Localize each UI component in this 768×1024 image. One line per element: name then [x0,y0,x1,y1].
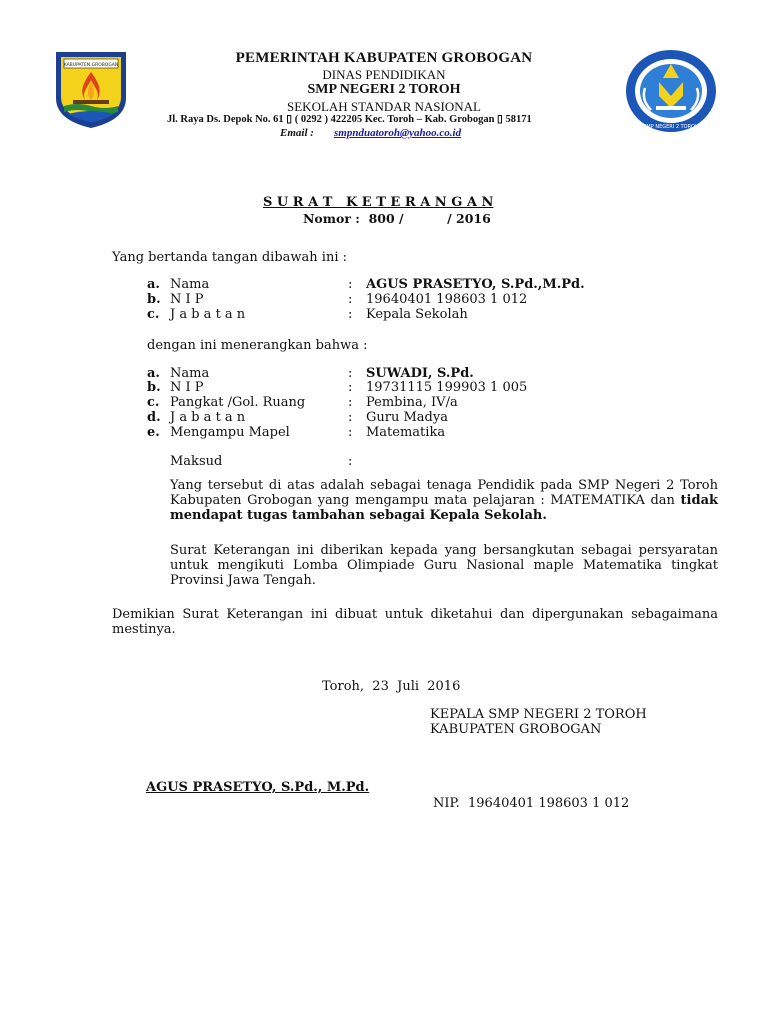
subject-label-name: Nama [170,366,210,381]
signer-label-position: J a b a t a n [170,307,246,322]
maksud-label: Maksud [170,454,223,469]
letterhead-status: SEKOLAH STANDAR NASIONAL [287,99,481,114]
subject-letter: b. [147,380,161,395]
signer-label-nip: N I P [170,292,204,307]
subject-label-position: J a b a t a n [170,410,246,425]
signer-colon: : [348,307,353,322]
signer-nip: 19640401 198603 1 012 [366,292,528,307]
closing-paragraph: Demikian Surat Keterangan ini dibuat untuk diketahui dan dipergunakan sebagaimana mestinya. [112,607,718,637]
subject-label-rank: Pangkat /Gol. Ruang [170,395,306,410]
subject-letter: a. [147,366,160,381]
signer-letter: a. [147,277,160,292]
subject-letter: e. [147,425,160,440]
email-label: Email : [280,127,314,139]
document-number: Nomor : 800 / / 2016 [303,211,491,226]
purpose-text: Yang tersebut di atas adalah sebagai tenaga Pendidik pada SMP Negeri 2 Toroh Kabupaten Grobogan yang mengampu mata pelajaran : MATEMATIKA dan [170,478,718,508]
signer-letter: c. [147,307,160,322]
letter-date: Toroh, 23 Juli 2016 [322,679,461,694]
letterhead-school: SMP NEGERI 2 TOROH [307,82,461,97]
subject-name: SUWADI, S.Pd. [366,366,474,381]
usage-paragraph: Surat Keterangan ini diberikan kepada yang bersangkutan sebagai persyaratan untuk mengikuti Lomba Olimpiade Guru Nasional maple Matematika tingkat Provinsi Jawa Tengah. [170,543,718,588]
signatory-nip: NIP. 19640401 198603 1 012 [433,796,630,811]
subject-colon: : [348,425,353,440]
signer-label-name: Nama [170,277,210,292]
subject-label-nip: N I P [170,380,204,395]
letterhead-address: Jl. Raya Ds. Depok No. 61 ▯ ( 0292 ) 422205 Kec. Toroh – Kab. Grobogan ▯ 58171 [167,114,532,125]
subject-colon: : [348,410,353,425]
signer-name: AGUS PRASETYO, S.Pd.,M.Pd. [366,277,585,292]
svg-text:SMP NEGERI 2 TOROH: SMP NEGERI 2 TOROH [643,124,699,130]
signatory-institution: KABUPATEN GROBOGAN [430,722,602,737]
subject-letter: d. [147,410,161,425]
subject-colon: : [348,366,353,381]
subject-position: Guru Madya [366,410,448,425]
svg-text:KABUPATEN GROBOGAN: KABUPATEN GROBOGAN [63,63,119,68]
subject-letter: c. [147,395,160,410]
signer-colon: : [348,277,353,292]
signer-colon: : [348,292,353,307]
signer-position: Kepala Sekolah [366,307,468,322]
maksud-colon: : [348,454,353,469]
purpose-emphasis: tidak mendapat tugas tambahan sebagai Kepala Sekolah. [170,493,718,523]
purpose-paragraph [170,478,718,523]
signatory-name: AGUS PRASETYO, S.Pd., M.Pd. [146,780,370,795]
signer-letter: b. [147,292,161,307]
document-title: S U R A T K E T E R A N G A N [263,195,494,210]
declares-text: dengan ini menerangkan bahwa : [147,338,368,353]
subject-nip: 19731115 199903 1 005 [366,380,528,395]
subject-rank: Pembina, IV/a [366,395,458,410]
subject-label-subject: Mengampu Mapel [170,425,290,440]
subject-colon: : [348,395,353,410]
email-link[interactable]: smpnduatoroh@yahoo.co.id [334,127,462,139]
intro-text: Yang bertanda tangan dibawah ini : [112,250,347,265]
signatory-position: KEPALA SMP NEGERI 2 TOROH [430,707,647,722]
letterhead-government: PEMERINTAH KABUPATEN GROBOGAN [235,50,533,66]
subject-teaching: Matematika [366,425,446,440]
subject-colon: : [348,380,353,395]
letterhead-agency: DINAS PENDIDIKAN [322,67,446,82]
